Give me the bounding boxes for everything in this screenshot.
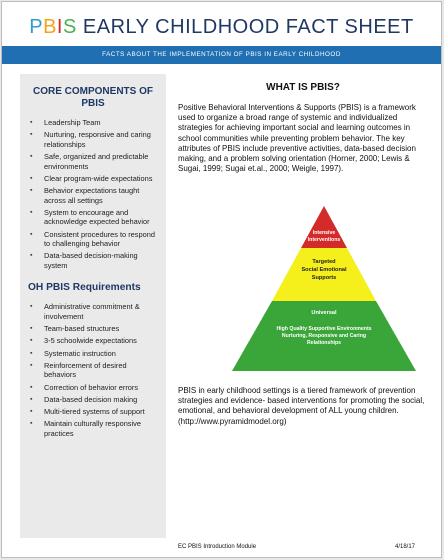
title-letter-i: I (56, 16, 63, 38)
oh-requirements-list (20, 302, 166, 438)
list-item: ▪ Consistent procedures to respond to challenging behavior (44, 230, 160, 249)
base-tier-label-2: High Quality Supportive Environments (276, 326, 372, 332)
core-components-heading: CORE COMPONENTS OF PBIS (32, 86, 153, 109)
list-item: ▪ Administrative commitment & involvement (44, 302, 160, 321)
top-tier-label-2: Interventions (307, 237, 341, 243)
list-item: ▪ Behavior expectations taught across all settings (44, 186, 160, 205)
list-item: ▪ Systematic instruction (44, 349, 160, 359)
sidebar-panel (20, 74, 166, 538)
tiered-pyramid-diagram (231, 204, 417, 372)
core-components-list (20, 118, 166, 270)
footer-module-name: EC PBIS Introduction Module (178, 544, 257, 550)
base-tier-label-1: Universal (311, 310, 337, 316)
list-item: ▪ Nurturing, responsive and caring relationships (44, 130, 160, 149)
list-item: ▪ Multi-tiered systems of support (44, 407, 160, 417)
list-item: ▪ Team-based structures (44, 324, 160, 334)
list-item: ▪ System to encourage and acknowledge expected behavior (44, 208, 160, 227)
closing-paragraph: PBIS in early childhood settings is a tiered framework of prevention strategies and evidence- based interventions for promoting the social, emotional, and behavioral development of ALL young children. (http://www.pyramidmodel.org) (178, 386, 425, 426)
top-tier-label-1: Intensive (312, 230, 336, 236)
title-letter-s: S (62, 16, 77, 38)
page-title (2, 16, 441, 39)
middle-tier-label-1: Targeted (312, 259, 336, 265)
list-item: ▪ Safe, organized and predictable environments (44, 152, 160, 171)
fact-sheet-page (1, 1, 442, 558)
middle-tier-label-2: Social Emotional (301, 267, 347, 273)
list-item: ▪ Data-based decision-making system (44, 251, 160, 270)
what-is-pbis-heading: WHAT IS PBIS? (266, 82, 340, 93)
list-item: ▪ Correction of behavior errors (44, 383, 160, 393)
intro-paragraph: Positive Behavioral Interventions & Supports (PBIS) is a framework used to organize a broad range of systemic and individualized strategies for achieving important social and learning outcomes in school communities while preventing problem behavior. The key attributes of PBIS include preventive activities, data-based decision making, and a problem solving orientation (Horner, 2000; Lewis & Sugai, 1999; Sugai et.al., 2000; Weigle, 1997). (178, 103, 416, 174)
list-item: ▪ Leadership Team (44, 118, 160, 128)
middle-tier-label-3: Supports (311, 275, 337, 281)
list-item: ▪ Data-based decision making (44, 395, 160, 405)
base-tier-label-3: Nurturing, Responsive and Caring (281, 333, 367, 339)
footer-date: 4/18/17 (395, 544, 416, 550)
pyramid-svg (231, 204, 417, 372)
oh-requirements-heading: OH PBIS Requirements (28, 282, 141, 294)
list-item: ▪ Clear program-wide expectations (44, 174, 160, 184)
title-letter-p: P (29, 16, 44, 38)
list-item: ▪ Maintain culturally responsive practices (44, 419, 160, 438)
base-tier-label-4: Relationships (306, 340, 342, 346)
main-content (178, 82, 428, 174)
list-item: ▪ 3-5 schoolwide expectations (44, 336, 160, 346)
subtitle-banner: FACTS ABOUT THE IMPLEMENTATION OF PBIS IN EARLY CHILDHOOD (2, 46, 441, 64)
title-letter-b: B (43, 16, 57, 38)
title-rest: EARLY CHILDHOOD FACT SHEET (76, 16, 414, 38)
list-item: ▪ Reinforcement of desired behaviors (44, 361, 160, 380)
